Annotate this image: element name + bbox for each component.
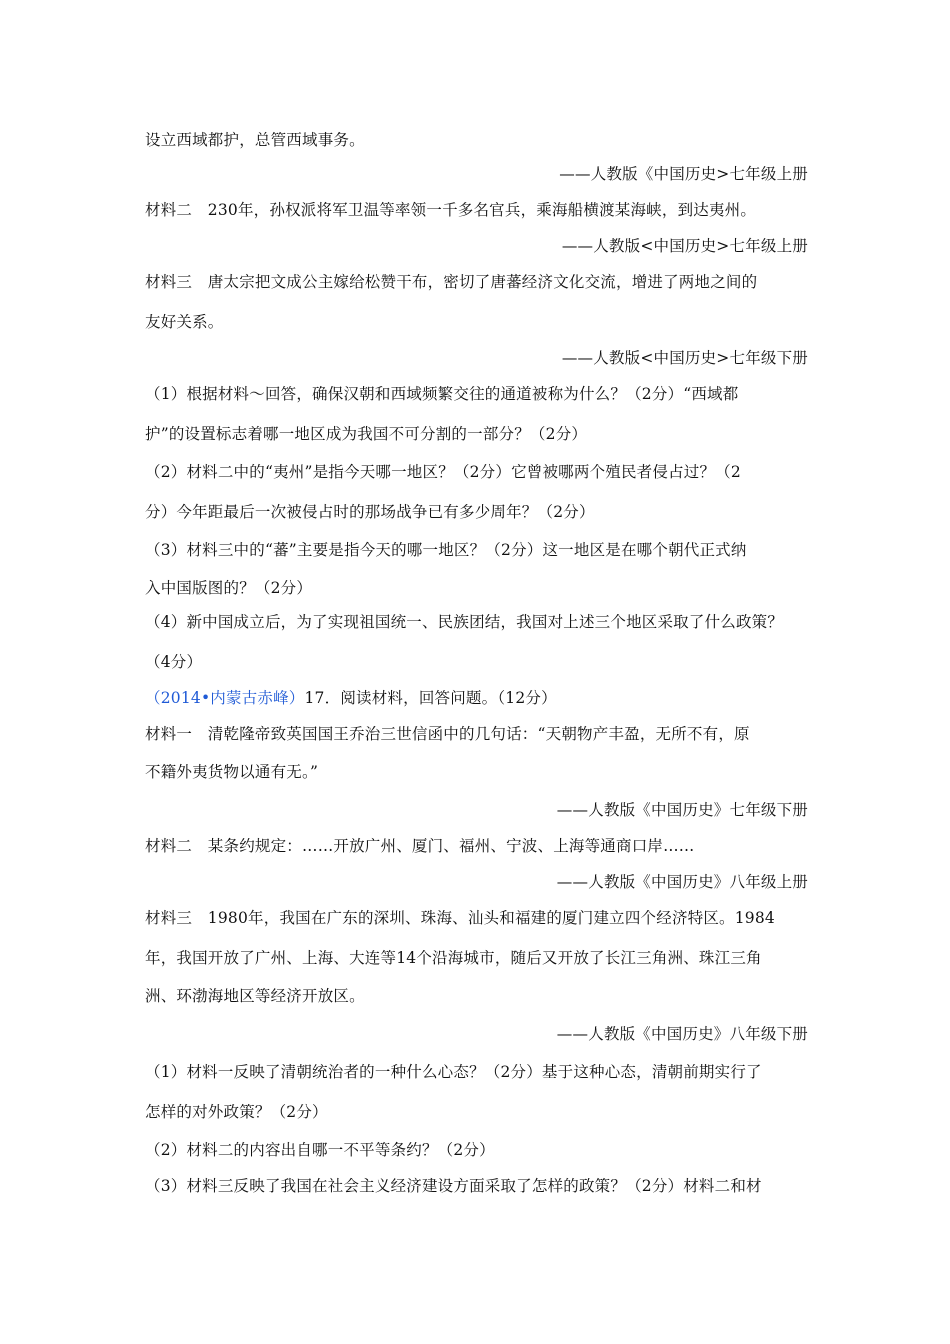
citation-line: ——人教版《中国历史》八年级上册 bbox=[556, 873, 808, 891]
question-line: （3）材料三反映了我国在社会主义经济建设方面采取了怎样的政策？（2分）材料二和材 bbox=[145, 1177, 762, 1195]
text-line: 材料一 清乾隆帝致英国国王乔治三世信函中的几句话：“天朝物产丰盈，无所不有，原 bbox=[145, 725, 750, 743]
question-line: （4）新中国成立后，为了实现祖国统一、民族团结，我国对上述三个地区采取了什么政策？ bbox=[145, 613, 784, 631]
citation-line: ——人教版《中国历史>七年级上册 bbox=[559, 165, 808, 183]
text-line: 洲、环渤海地区等经济开放区。 bbox=[145, 987, 365, 1005]
text-line: 年，我国开放了广州、上海、大连等14个沿海城市，随后又开放了长江三角洲、珠江三角 bbox=[145, 949, 762, 967]
citation-line: ——人教版<中国历史>七年级上册 bbox=[561, 237, 808, 255]
text-line: 材料三 唐太宗把文成公主嫁给松赞干布，密切了唐蕃经济文化交流，增进了两地之间的 bbox=[145, 273, 758, 291]
source-tag: （2014•内蒙古赤峰） bbox=[145, 689, 305, 707]
text-line: 友好关系。 bbox=[145, 313, 224, 331]
question-title: 17．阅读材料，回答问题。（12分） bbox=[304, 689, 557, 707]
text-line: 材料二 230年，孙权派将军卫温等率领一千多名官兵，乘海船横渡某海峡，到达夷州。 bbox=[145, 201, 757, 219]
question-line: （4分） bbox=[145, 653, 203, 671]
question-line: （2）材料二中的“夷州”是指今天哪一地区？（2分）它曾被哪两个殖民者侵占过？（2 bbox=[145, 463, 741, 481]
question-line: 入中国版图的？（2分） bbox=[145, 579, 313, 597]
question-header bbox=[145, 688, 810, 708]
question-line: （2）材料二的内容出自哪一不平等条约？（2分） bbox=[145, 1141, 495, 1159]
question-line: 怎样的对外政策？（2分） bbox=[145, 1103, 328, 1121]
question-line: （1）材料一反映了清朝统治者的一种什么心态？（2分）基于这种心态，清朝前期实行了 bbox=[145, 1063, 762, 1081]
question-line: 分）今年距最后一次被侵占时的那场战争已有多少周年？（2分） bbox=[145, 503, 595, 521]
citation-line: ——人教版<中国历史>七年级下册 bbox=[561, 349, 808, 367]
question-line: （1）根据材料～回答，确保汉朝和西域频繁交往的通道被称为什么？（2分）“西域都 bbox=[145, 385, 739, 403]
citation-line: ——人教版《中国历史》八年级下册 bbox=[556, 1025, 808, 1043]
text-line: 材料三 1980年，我国在广东的深圳、珠海、汕头和福建的厦门建立四个经济特区。1984 bbox=[145, 909, 775, 927]
question-line: 护”的设置标志着哪一地区成为我国不可分割的一部分？（2分） bbox=[145, 425, 588, 443]
text-line: 材料二 某条约规定：……开放广州、厦门、福州、宁波、上海等通商口岸…… bbox=[145, 837, 695, 855]
citation-line: ——人教版《中国历史》七年级下册 bbox=[556, 801, 808, 819]
text-line: 不籍外夷货物以通有无。” bbox=[145, 763, 319, 781]
text-line: 设立西域都护，总管西域事务。 bbox=[145, 131, 365, 149]
question-line: （3）材料三中的“蕃”主要是指今天的哪一地区？（2分）这一地区是在哪个朝代正式纳 bbox=[145, 541, 747, 559]
